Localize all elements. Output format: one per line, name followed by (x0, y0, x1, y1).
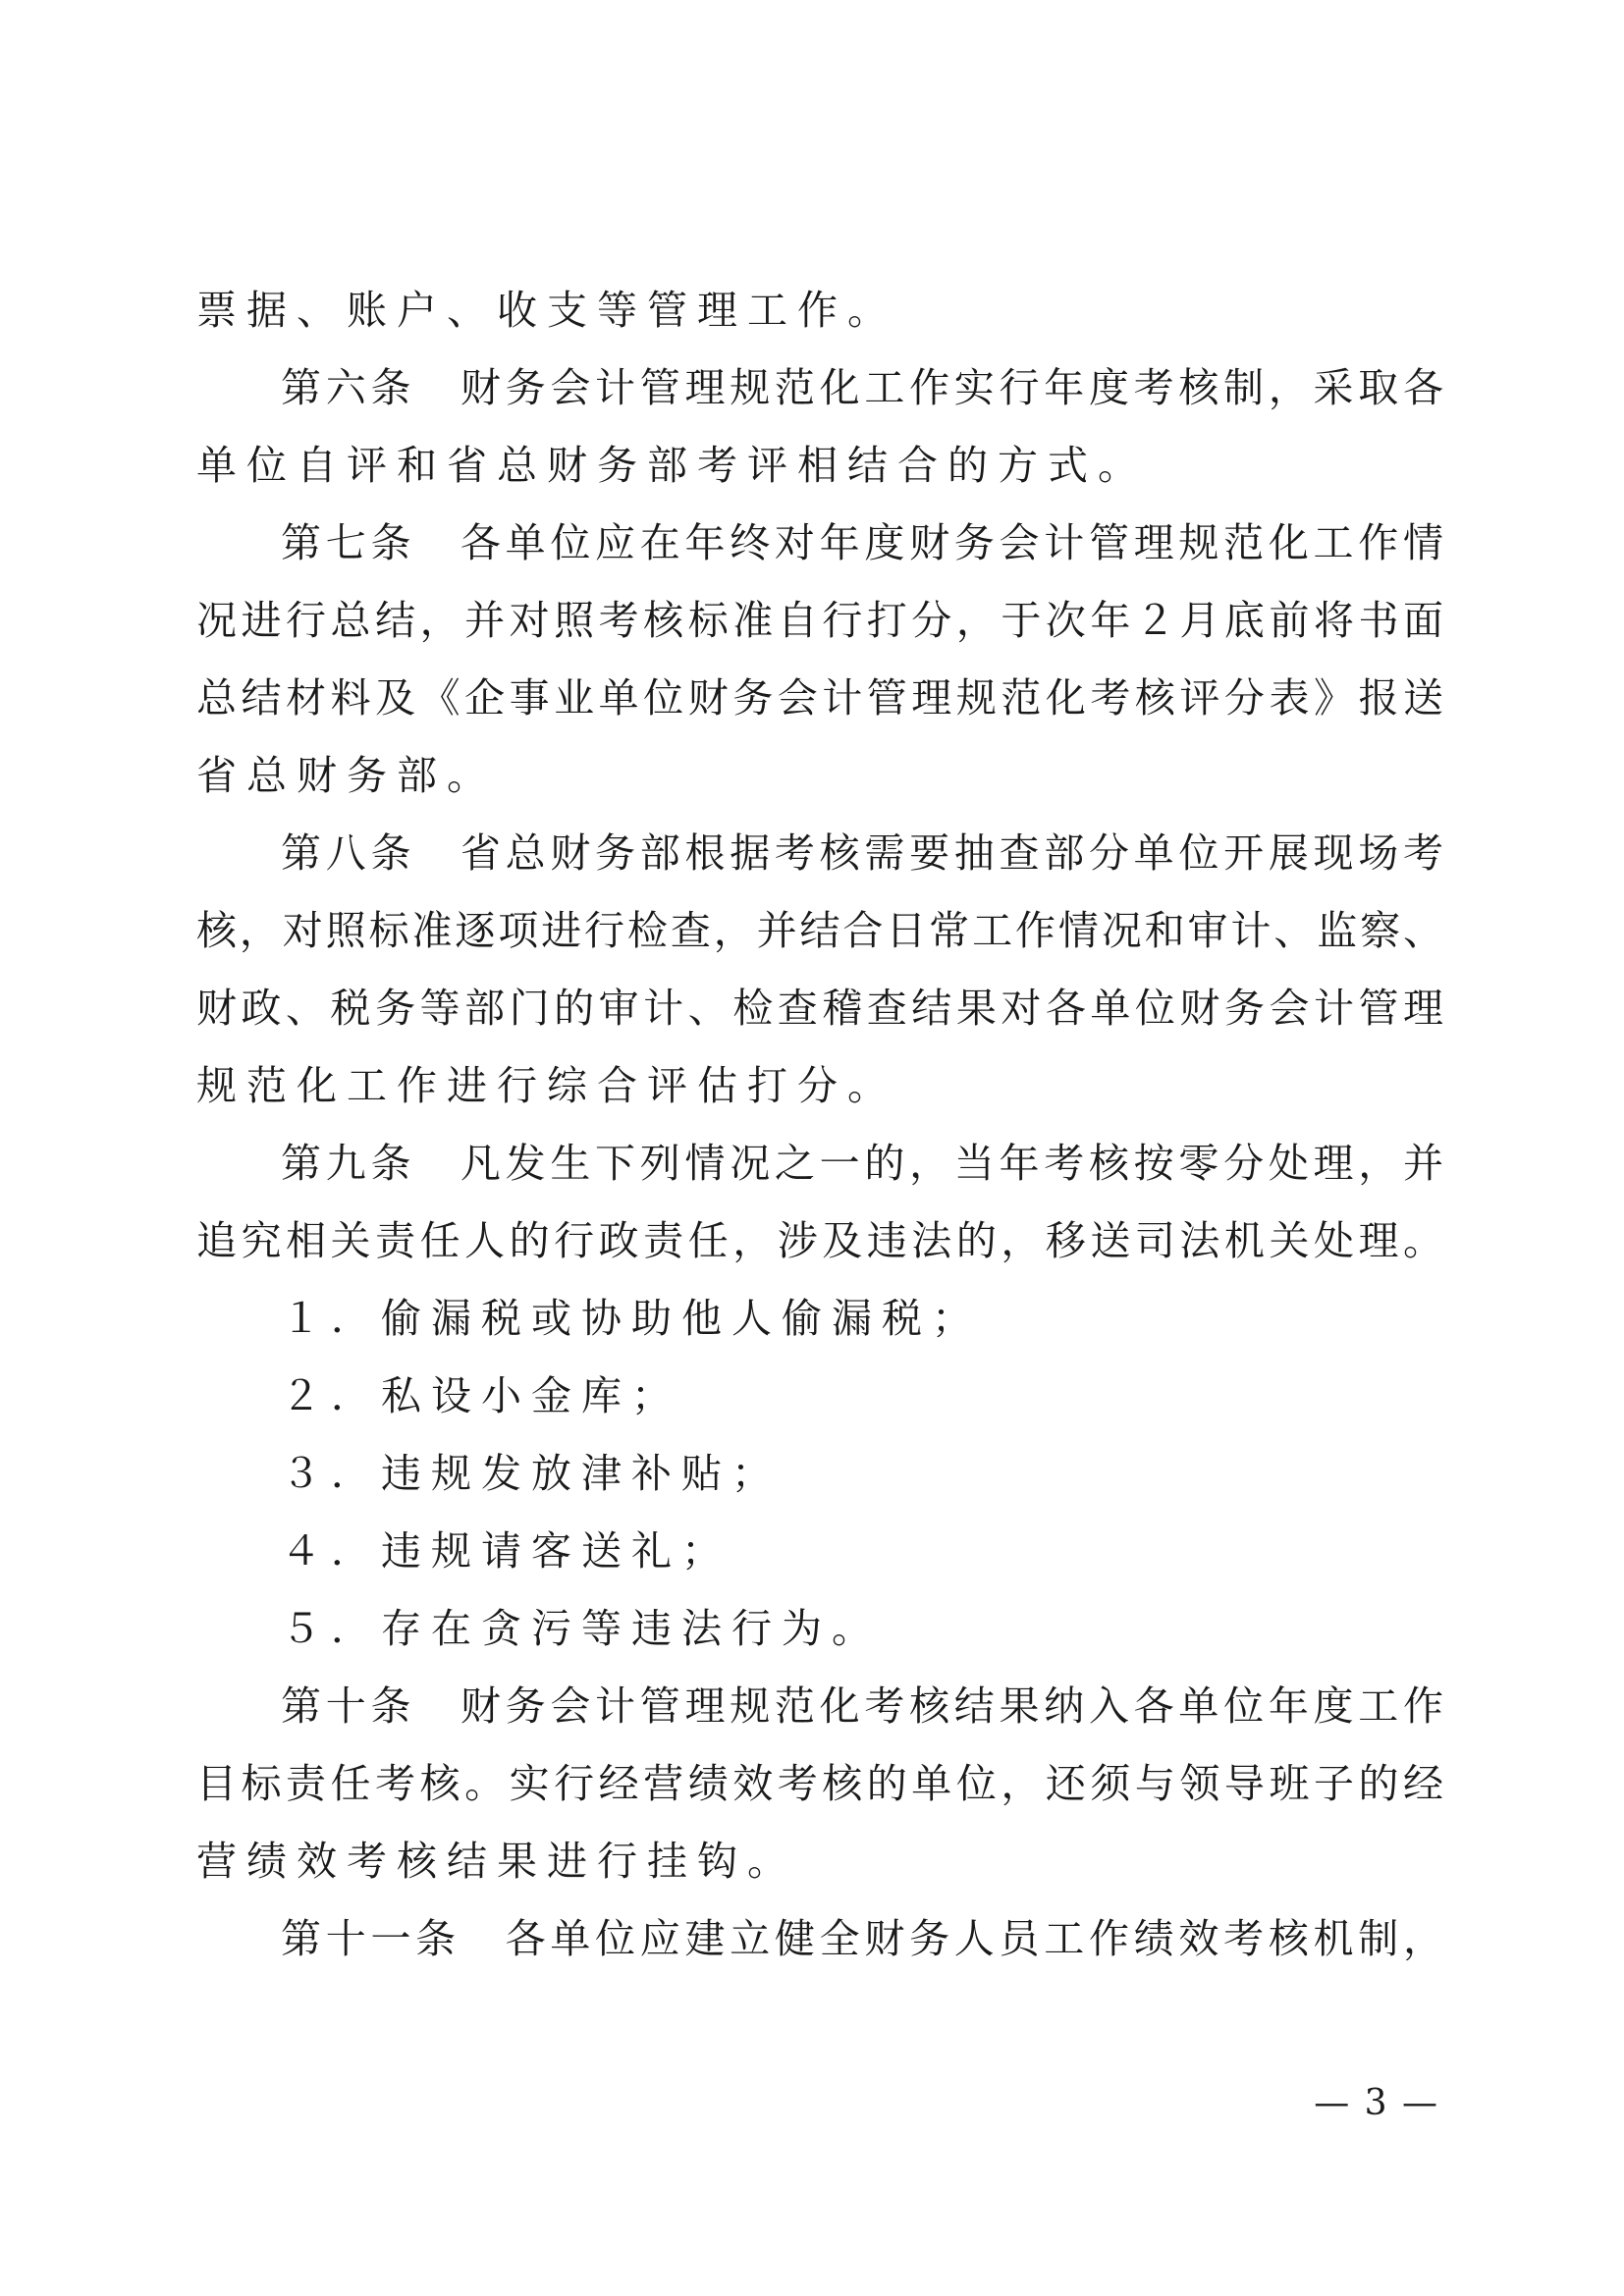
article-7-line-2: 况进行总结，并对照考核标准自行打分，于次年２月底前将书面 (196, 597, 1443, 644)
page-number: — 3 — (1314, 2083, 1439, 2123)
article-11-line-1: 第十一条 各单位应建立健全财务人员工作绩效考核机制， (281, 1915, 1443, 1962)
list-item-1: １．偷漏税或协助他人偷漏税； (281, 1295, 982, 1342)
list-item-2: ２．私设小金库； (281, 1372, 681, 1419)
article-6-line-1: 第六条 财务会计管理规范化工作实行年度考核制，采取各 (281, 364, 1443, 411)
article-10-line-1: 第十条 财务会计管理规范化考核结果纳入各单位年度工作 (281, 1682, 1443, 1730)
text-line-1: 票据、账户、收支等管理工作。 (196, 287, 897, 334)
article-8-line-1: 第八条 省总财务部根据考核需要抽查部分单位开展现场考 (281, 829, 1443, 877)
list-item-4: ４．违规请客送礼； (281, 1527, 731, 1575)
article-10-line-2: 目标责任考核。实行经营绩效考核的单位，还须与领导班子的经 (196, 1760, 1443, 1807)
list-item-3: ３．违规发放津补贴； (281, 1450, 782, 1497)
article-8-line-2: 核，对照标准逐项进行检查，并结合日常工作情况和审计、监察、 (196, 907, 1443, 954)
article-6-line-2: 单位自评和省总财务部考评相结合的方式。 (196, 442, 1148, 489)
article-9-line-2: 追究相关责任人的行政责任，涉及违法的，移送司法机关处理。 (196, 1217, 1443, 1264)
article-8-line-3: 财政、税务等部门的审计、检查稽查结果对各单位财务会计管理 (196, 985, 1443, 1032)
article-7-line-1: 第七条 各单位应在年终对年度财务会计管理规范化工作情 (281, 519, 1443, 566)
article-10-line-3: 营绩效考核结果进行挂钩。 (196, 1838, 797, 1885)
article-8-line-4: 规范化工作进行综合评估打分。 (196, 1062, 897, 1109)
article-7-line-3: 总结材料及《企事业单位财务会计管理规范化考核评分表》报送 (196, 674, 1443, 721)
list-item-5: ５．存在贪污等违法行为。 (281, 1605, 882, 1652)
article-9-line-1: 第九条 凡发生下列情况之一的，当年考核按零分处理，并 (281, 1140, 1443, 1187)
article-7-line-4: 省总财务部。 (196, 752, 497, 799)
